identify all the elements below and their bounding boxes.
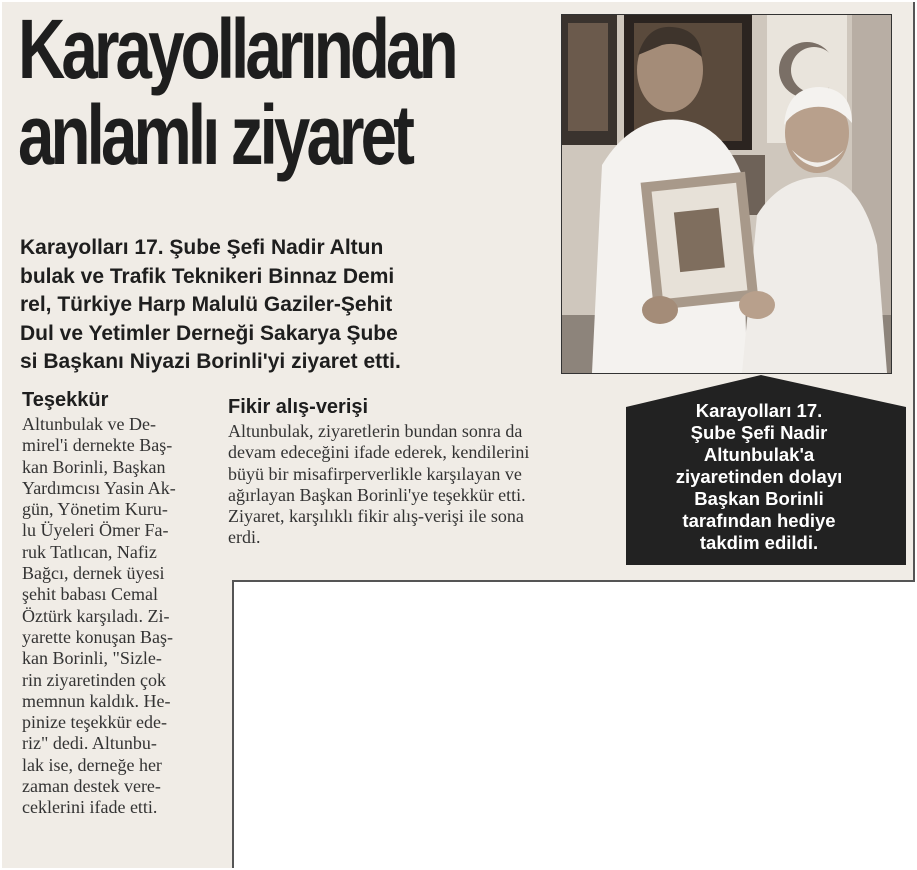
caption-line: Başkan Borinli (694, 488, 824, 509)
body-line: şehit babası Cemal (22, 584, 158, 605)
body-line: Bağcı, dernek üyesi (22, 563, 165, 584)
body-line: rin ziyaretinden çok (22, 669, 166, 690)
body-line: pinize teşekkür ede- (22, 712, 167, 733)
news-photo (561, 14, 892, 374)
headline-line: Karayollarından (18, 2, 455, 96)
caption-line: Karayolları 17. (695, 400, 823, 421)
body-line: gün, Yönetim Kuru- (22, 499, 168, 520)
clipping-border-step (232, 580, 915, 582)
caption-line: Şube Şefi Nadir (690, 422, 828, 443)
body-line: memnun kaldık. He- (22, 690, 171, 711)
body-line: mirel'i dernekte Baş- (22, 435, 173, 456)
body-line: Altunbulak, ziyaretlerin bundan sonra da (228, 421, 523, 441)
photo-illustration (562, 15, 891, 373)
caption-line: ziyaretinden dolayı (675, 466, 843, 487)
caption-line: Altunbulak'a (703, 444, 815, 465)
clipping-border-right (913, 2, 915, 582)
headline (18, 2, 455, 182)
body-line: ceklerini ifade etti. (22, 797, 158, 818)
caption-line: takdim edildi. (699, 532, 819, 553)
lead-line: bulak ve Trafik Teknikeri Binnaz Demi (20, 264, 395, 288)
section-title-fikir: Fikir alış-verişi (228, 396, 369, 418)
body-line: erdi. (228, 527, 261, 548)
photo-caption (629, 400, 889, 554)
body-line: devam edeceğini ifade ederek, kendilerini (228, 442, 530, 463)
body-line: Öztürk karşıladı. Zi- (22, 605, 170, 626)
section-body-tesekkur (22, 414, 222, 819)
lead-line: Dul ve Yetimler Derneği Sakarya Şube (20, 321, 398, 345)
lead-line: rel, Türkiye Harp Malulü Gaziler-Şehit (20, 293, 393, 316)
body-line: zaman destek vere- (22, 776, 161, 797)
clipping-border-column (232, 580, 234, 868)
body-line: Ziyaret, karşılıklı fikir alış-verişi ile sona (228, 506, 524, 527)
body-line: yarette konuşan Baş- (22, 626, 173, 647)
lead-paragraph (20, 234, 550, 377)
lead-line: Karayolları 17. Şube Şefi Nadir Altun (20, 236, 384, 259)
body-line: lak ise, derneğe her (22, 754, 162, 775)
body-line: Yardımcısı Yasin Ak- (22, 477, 176, 498)
caption-line: tarafından hediye (682, 510, 836, 531)
body-line: Altunbulak ve De- (22, 414, 156, 434)
section-body-fikir (228, 421, 618, 549)
body-line: kan Borinli, "Sizle- (22, 648, 162, 669)
body-line: büyü bir misafirperverlikle karşılayan ve (228, 463, 522, 484)
headline-line: anlamlı ziyaret (18, 88, 412, 182)
body-line: ağırlayan Başkan Borinli'ye teşekkür etti. (228, 484, 526, 505)
body-line: kan Borinli, Başkan (22, 456, 166, 477)
lead-line: si Başkanı Niyazi Borinli'yi ziyaret etti. (20, 350, 401, 373)
body-line: riz" dedi. Altunbu- (22, 733, 157, 754)
section-title-tesekkur: Teşekkür (22, 389, 109, 411)
body-line: lu Üyeleri Ömer Fa- (22, 520, 169, 541)
body-line: ruk Tatlıcan, Nafiz (22, 541, 157, 562)
